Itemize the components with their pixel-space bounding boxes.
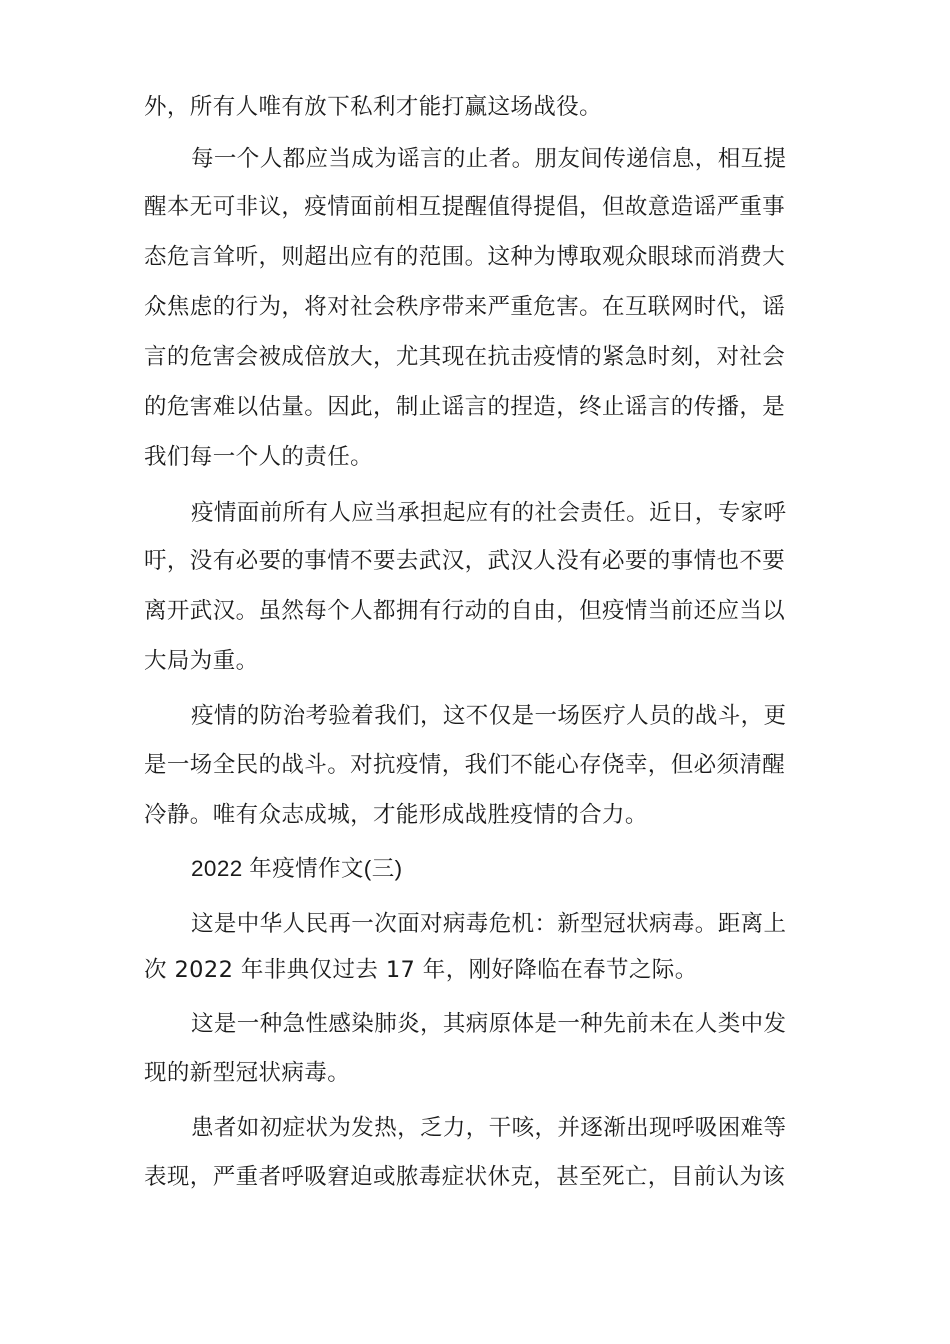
paragraph-pneumonia-line-1: 这是一种急性感染肺炎，其病原体是一种先前未在人类中发: [191, 1011, 787, 1037]
paragraph-symptoms-line-2: 表现，严重者呼吸窘迫或脓毒症状休克，甚至死亡，目前认为该: [144, 1164, 786, 1190]
paragraph-responsibility-line-4: 大局为重。: [144, 648, 259, 674]
paragraph-battle-line-2: 是一场全民的战斗。对抗疫情，我们不能心存侥幸，但必须清醒: [144, 752, 786, 778]
paragraph-responsibility-line-1: 疫情面前所有人应当承担起应有的社会责任。近日，专家呼: [191, 500, 787, 526]
paragraph-virus-line-2: 次 2022 年非典仅过去 17 年，刚好降临在春节之际。: [144, 957, 698, 983]
paragraph-rumor-line-6: 的危害难以估量。因此，制止谣言的捏造，终止谣言的传播，是: [144, 394, 786, 420]
paragraph-responsibility-line-3: 离开武汉。虽然每个人都拥有行动的自由，但疫情当前还应当以: [144, 598, 786, 624]
paragraph-battle-line-1: 疫情的防治考验着我们，这不仅是一场医疗人员的战斗，更: [191, 703, 787, 729]
section-heading: 2022 年疫情作文(三): [191, 856, 403, 881]
paragraph-virus-line-1: 这是中华人民再一次面对病毒危机：新型冠状病毒。距离上: [191, 911, 787, 937]
paragraph-symptoms-line-1: 患者如初症状为发热，乏力，干咳，并逐渐出现呼吸困难等: [191, 1115, 787, 1141]
paragraph-battle-line-3: 冷静。唯有众志成城，才能形成战胜疫情的合力。: [144, 802, 648, 828]
paragraph-rumor-line-3: 态危言耸听，则超出应有的范围。这种为博取观众眼球而消费大: [144, 244, 786, 270]
paragraph-rumor-line-2: 醒本无可非议，疫情面前相互提醒值得提倡，但故意造谣严重事: [144, 194, 786, 220]
paragraph-pneumonia-line-2: 现的新型冠状病毒。: [144, 1060, 351, 1086]
paragraph-rumor-line-5: 言的危害会被成倍放大，尤其现在抗击疫情的紧急时刻，对社会: [144, 344, 786, 370]
paragraph-rumor-line-1: 每一个人都应当成为谣言的止者。朋友间传递信息，相互提: [191, 146, 787, 172]
paragraph-rumor-line-4: 众焦虑的行为，将对社会秩序带来严重危害。在互联网时代，谣: [144, 294, 786, 320]
text-line-1: 外，所有人唯有放下私利才能打赢这场战役。: [144, 94, 603, 120]
paragraph-rumor-line-7: 我们每一个人的责任。: [144, 444, 374, 470]
paragraph-responsibility-line-2: 吁，没有必要的事情不要去武汉，武汉人没有必要的事情也不要: [144, 548, 786, 574]
